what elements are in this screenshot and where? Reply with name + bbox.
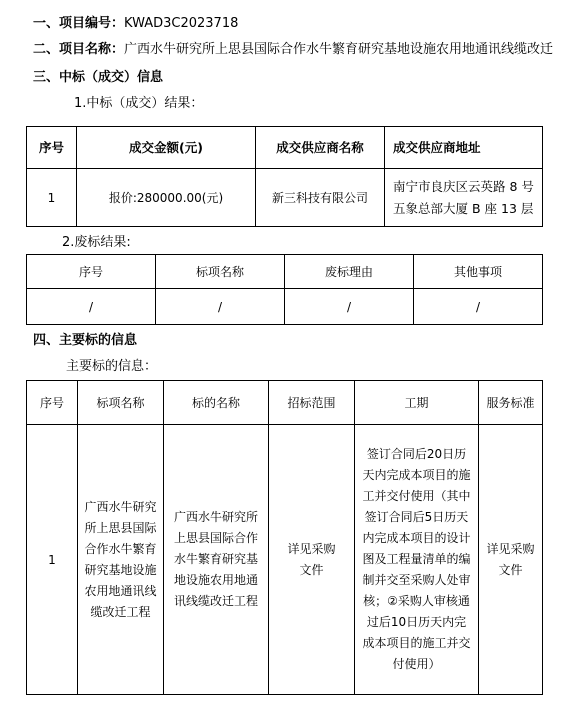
award-cell-amount: 报价:280000.00(元) xyxy=(77,169,256,227)
subject-table-header-row xyxy=(27,381,543,425)
subject-cell-item-name: 广西水牛研究所上思县国际合作水牛繁育研究基地设施农用地通讯线缆改迁工程 xyxy=(78,425,164,695)
subject-header-subject-name: 标的名称 xyxy=(164,381,269,425)
award-header-amount: 成交金额(元) xyxy=(77,127,256,169)
table-row xyxy=(27,289,543,325)
award-table-header-row xyxy=(27,127,543,169)
subject-cell-duration: 签订合同后20日历天内完成本项目的施工并交付使用（其中签订合同后5日历天内完成本项目的设计图及工程量清单的编制并交至采购人处审核；②采购人审核通过后10日历天内完成本项目的施工并交付使用） xyxy=(355,425,479,695)
subject-header-item-name: 标项名称 xyxy=(78,381,164,425)
award-header-supplier-name: 成交供应商名称 xyxy=(256,127,385,169)
project-number-line xyxy=(33,16,238,32)
project-name-value: 广西水牛研究所上思县国际合作水牛繁育研究基地设施农用地通讯线缆改迁 xyxy=(124,42,554,57)
main-subject-heading: 四、主要标的信息 xyxy=(33,333,138,348)
subject-header-standard: 服务标准 xyxy=(479,381,543,425)
failed-table-header-row xyxy=(27,255,543,289)
failed-bid-table xyxy=(26,254,543,325)
subject-cell-index: 1 xyxy=(27,425,78,695)
failed-header-item-name: 标项名称 xyxy=(156,255,285,289)
failed-cell-index: / xyxy=(27,289,156,325)
project-number-value: KWAD3C2023718 xyxy=(124,16,239,31)
main-subject-subheading: 主要标的信息： xyxy=(66,359,158,374)
main-subject-table xyxy=(26,380,543,695)
subject-cell-scope: 详见采购文件 xyxy=(269,425,355,695)
subject-header-scope: 招标范围 xyxy=(269,381,355,425)
failed-header-index: 序号 xyxy=(27,255,156,289)
subject-header-duration: 工期 xyxy=(355,381,479,425)
subject-cell-subject-name: 广西水牛研究所上思县国际合作水牛繁育研究基地设施农用地通讯线缆改迁工程 xyxy=(164,425,269,695)
project-name-line xyxy=(33,42,553,58)
award-header-index: 序号 xyxy=(27,127,77,169)
subject-header-index: 序号 xyxy=(27,381,78,425)
subject-cell-standard: 详见采购文件 xyxy=(479,425,543,695)
award-cell-supplier-address: 南宁市良庆区云英路 8 号五象总部大厦 B 座 13 层 xyxy=(385,169,543,227)
award-cell-supplier-name: 新三科技有限公司 xyxy=(256,169,385,227)
award-result-subheading: 1.中标（成交）结果： xyxy=(74,96,204,111)
table-row xyxy=(27,169,543,227)
failed-header-other: 其他事项 xyxy=(414,255,543,289)
award-cell-index: 1 xyxy=(27,169,77,227)
failed-cell-reason: / xyxy=(285,289,414,325)
table-row xyxy=(27,425,543,695)
project-number-label: 一、项目编号： xyxy=(33,16,125,31)
award-header-supplier-address: 成交供应商地址 xyxy=(385,127,543,169)
award-info-heading: 三、中标（成交）信息 xyxy=(33,70,164,85)
failed-cell-item-name: / xyxy=(156,289,285,325)
failed-bid-subheading: 2.废标结果: xyxy=(62,235,131,250)
award-result-table xyxy=(26,126,543,227)
failed-header-reason: 废标理由 xyxy=(285,255,414,289)
failed-cell-other: / xyxy=(414,289,543,325)
project-name-label: 二、项目名称： xyxy=(33,42,125,57)
